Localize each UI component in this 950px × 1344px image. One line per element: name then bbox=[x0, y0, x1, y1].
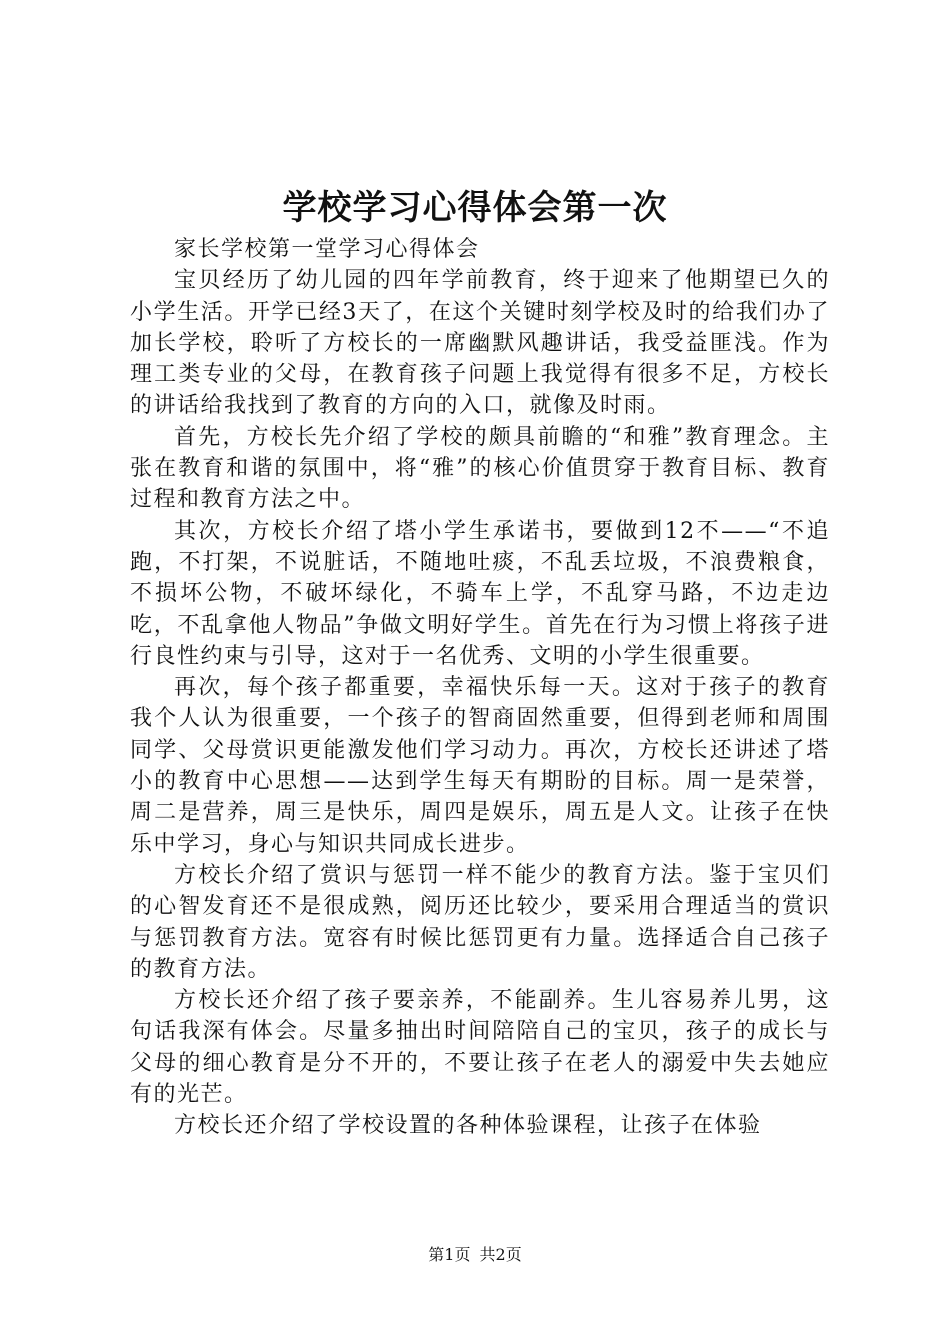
paragraph: 方校长还介绍了学校设置的各种体验课程，让孩子在体验 bbox=[174, 1113, 762, 1139]
page-number-total: 共2页 bbox=[479, 1245, 522, 1264]
page-footer bbox=[0, 1243, 950, 1267]
document-body bbox=[130, 234, 830, 1142]
paragraph: 方校长介绍了赏识与惩罚一样不能少的教育方法。鉴于宝贝们的心智发育还不是很成熟，阅历还比较少，要采用合理适当的赏识与惩罚教育方法。宽容有时候比惩罚更有力量。选择适合自己孩子的教育方法。 bbox=[130, 862, 830, 982]
paragraph: 再次，每个孩子都重要，幸福快乐每一天。这对于孩子的教育我个人认为很重要，一个孩子的智商固然重要，但得到老师和周围同学、父母赏识更能激发他们学习动力。再次，方校长还讲述了塔小的教育中心思想——达到学生每天有期盼的目标。周一是荣誉，周二是营养，周三是快乐，周四是娱乐，周五是人文。让孩子在快乐中学习，身心与知识共同成长进步。 bbox=[130, 675, 830, 857]
page-number-current: 第1页 bbox=[428, 1245, 471, 1264]
paragraph: 方校长还介绍了孩子要亲养，不能副养。生儿容易养儿男，这句话我深有体会。尽量多抽出时间陪陪自己的宝贝，孩子的成长与父母的细心教育是分不开的，不要让孩子在老人的溺爱中失去她应有的光芒。 bbox=[130, 988, 830, 1108]
paragraph-subtitle: 家长学校第一堂学习心得体会 bbox=[174, 237, 480, 262]
paragraph: 宝贝经历了幼儿园的四年学前教育，终于迎来了他期望已久的小学生活。开学已经3天了，在这个关键时刻学校及时的给我们办了加长学校，聆听了方校长的一席幽默风趣讲话，我受益匪浅。作为理工类专业的父母，在教育孩子问题上我觉得有很多不足，方校长的讲话给我找到了教育的方向的入口，就像及时雨。 bbox=[130, 268, 830, 419]
document-title: 学校学习心得体会第一次 bbox=[282, 188, 668, 228]
paragraph: 其次，方校长介绍了塔小学生承诺书，要做到12不——“不追跑，不打架，不说脏话，不随地吐痰，不乱丢垃圾，不浪费粮食，不损坏公物，不破坏绿化，不骑车上学，不乱穿马路，不边走边吃，不乱拿他人物品”争做文明好学生。首先在行为习惯上将孩子进行良性约束与引导，这对于一名优秀、文明的小学生很重要。 bbox=[130, 518, 830, 669]
paragraph: 首先，方校长先介绍了学校的颇具前瞻的“和雅”教育理念。主张在教育和谐的氛围中，将“雅”的核心价值贯穿于教育目标、教育过程和教育方法之中。 bbox=[130, 424, 830, 513]
